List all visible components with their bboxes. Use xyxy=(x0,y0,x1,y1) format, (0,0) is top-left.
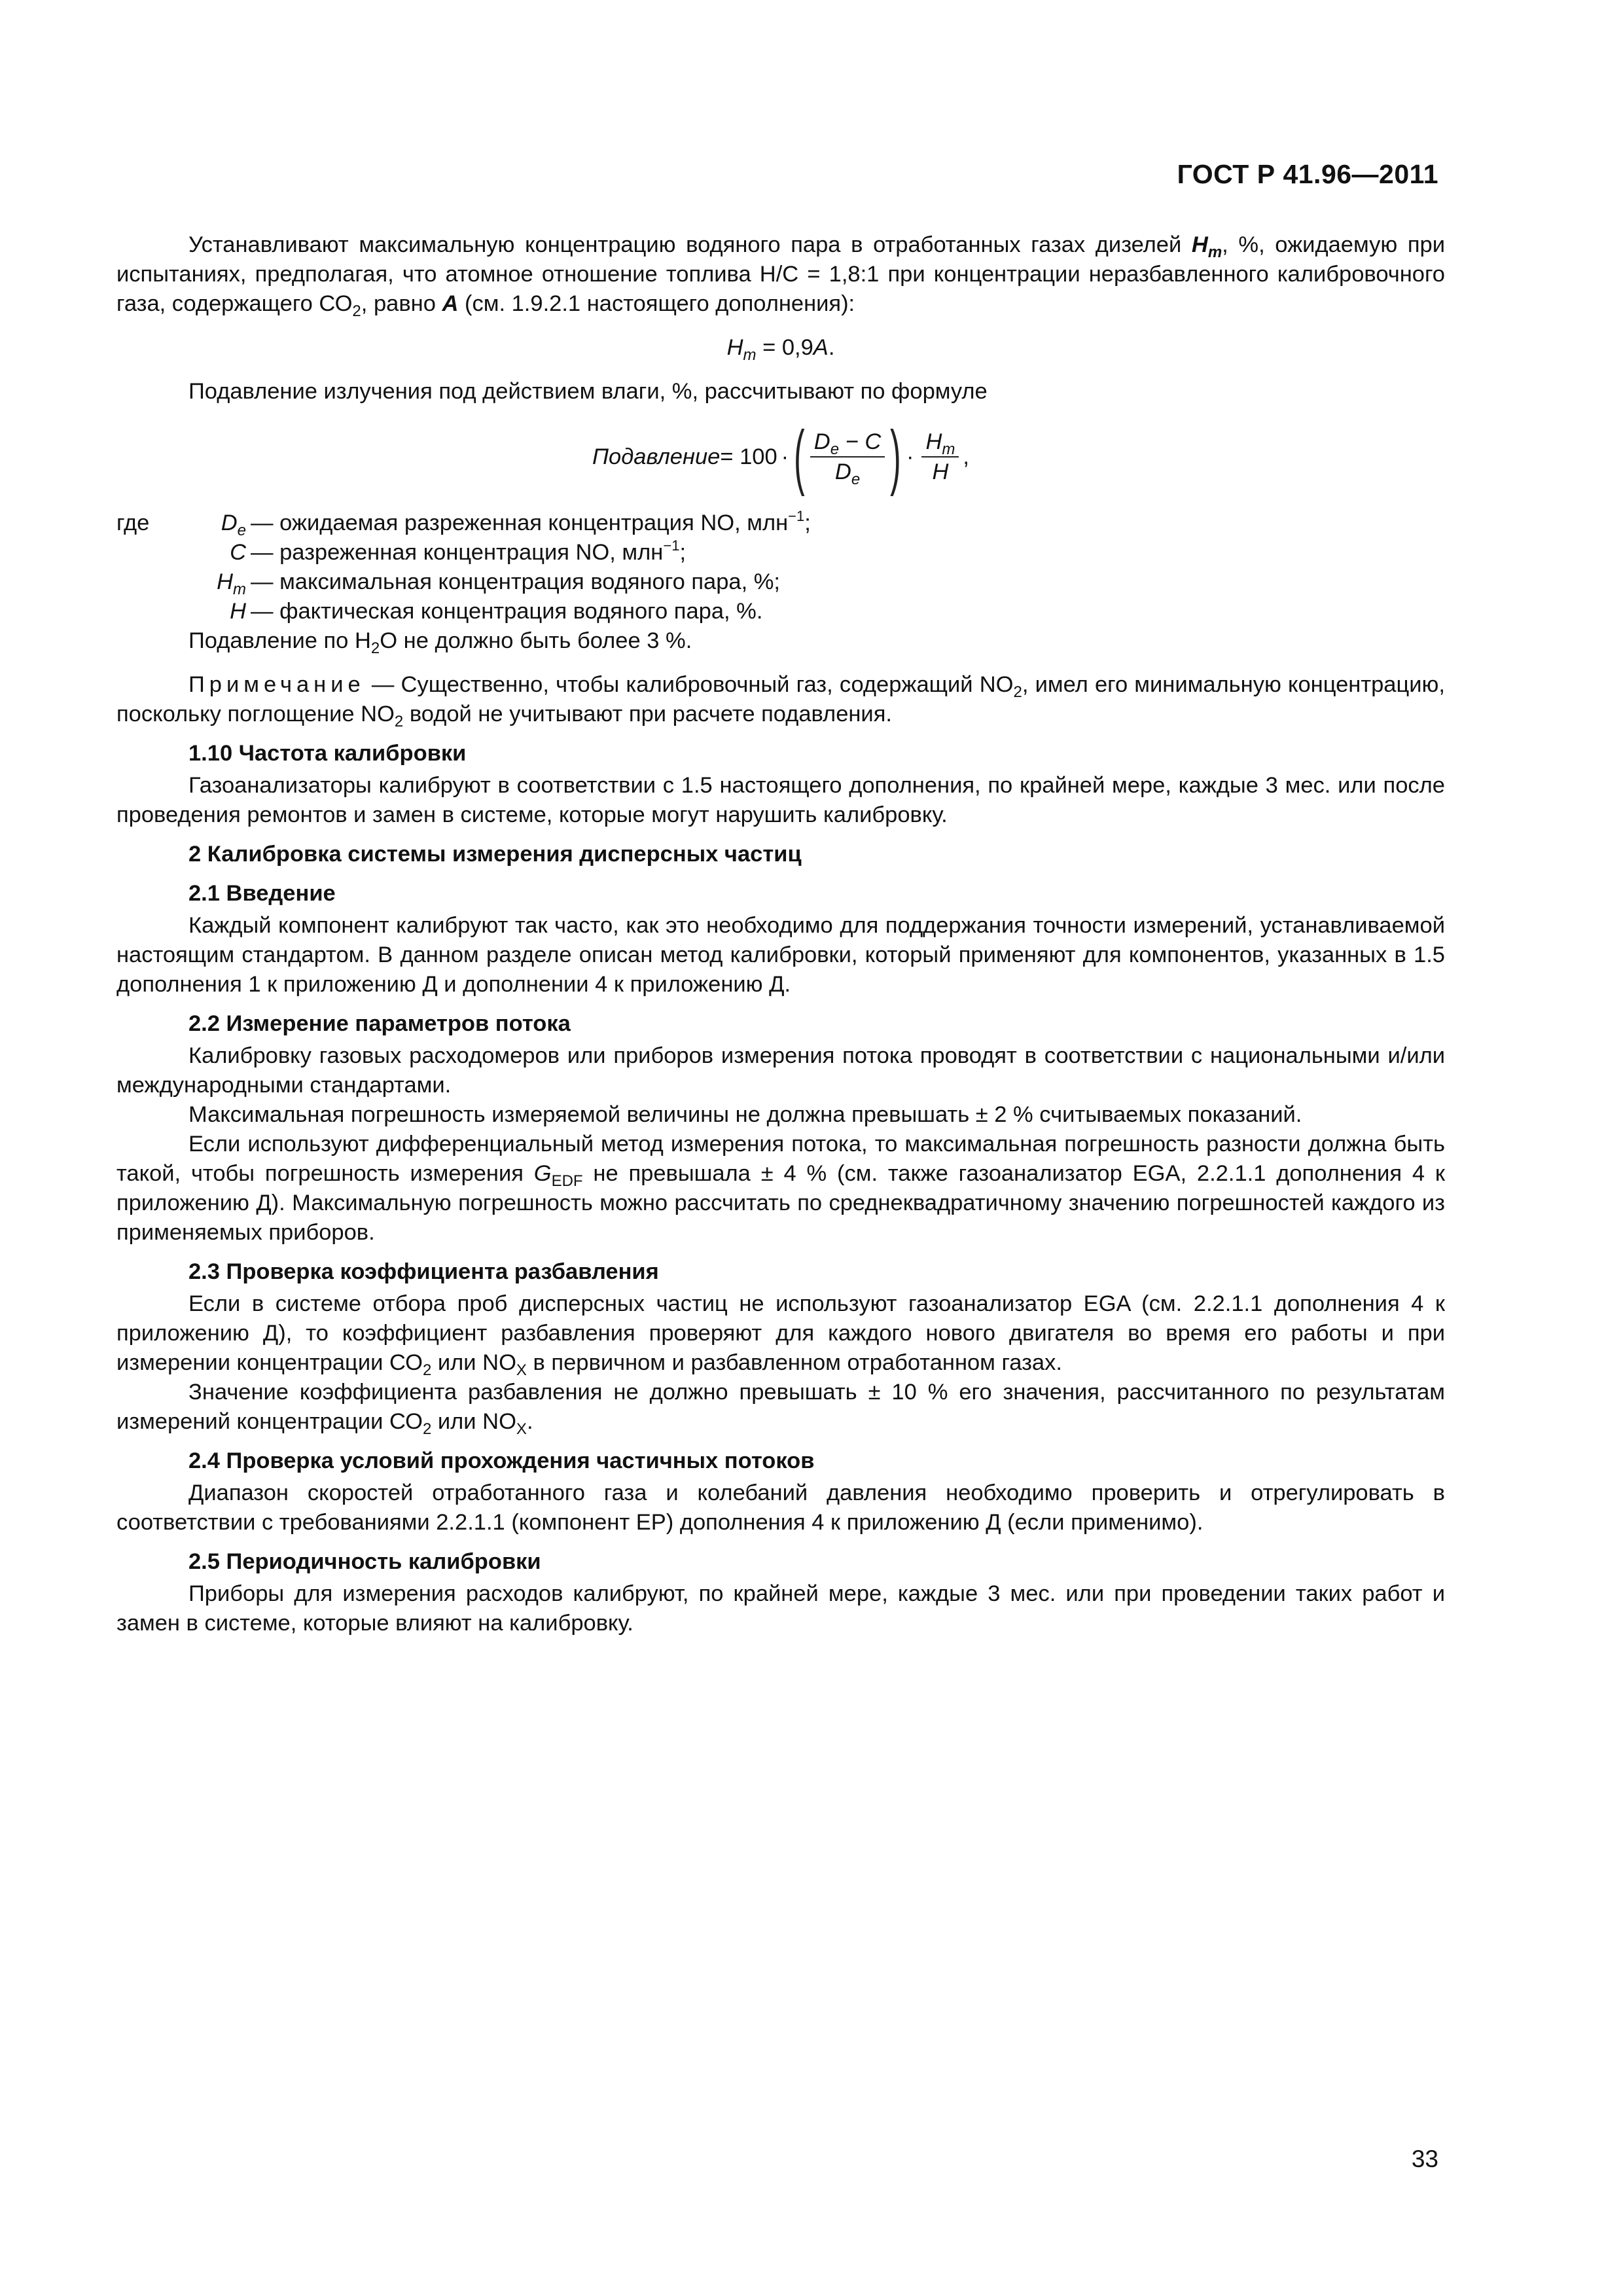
definition-de: где $D_e$ — ожидаемая разреженная концентрация NO, млн$^{-1}$; xyxy=(116,508,811,539)
heading-2-5: 2.5 Периодичность калибровки xyxy=(188,1549,541,1574)
heading-2-3: 2.3 Проверка коэффициента разбавления xyxy=(188,1259,659,1284)
note-label: Примечание xyxy=(188,672,365,697)
equation-hm: $H_m = 0,9A$. xyxy=(726,335,835,364)
note-paragraph: Примечание — Существенно, чтобы калибровочный газ, содержащий $NO_2$, имел его минимальную концентрацию, поскольку поглощение $NO_2$ водой не учитывают при расчете подавления. xyxy=(116,672,1445,730)
text-2-1: Каждый компонент калибруют так часто, как это необходимо для поддержания точности измерений, устанавливаемой настоящим стандартом. В данном разделе описан метод калибровки, который применяют для компонентов, указанных в 1.5 дополнения 1 к приложению Д и дополнении 4 к приложению Д. xyxy=(116,913,1445,997)
heading-1-10: 1.10 Частота калибровки xyxy=(188,741,467,766)
formula-intro: Подавление излучения под действием влаги, %, рассчитывают по формуле xyxy=(188,379,988,404)
page-number: 33 xyxy=(1411,2145,1438,2172)
text-2-3-p1: Если в системе отбора проб дисперсных частиц не используют газоанализатор EGA (см. 2.2.1.1 дополнения 4 к приложению Д), то коэффициент разбавления проверяют для каждого нового двигателя во время его работы и при измерении концентрации $СО_2$ или $NO_X$ в первичном и разбавленном отработанном газах. xyxy=(116,1291,1445,1379)
variable-definitions xyxy=(116,509,1445,626)
text-2-3-p2: Значение коэффициента разбавления не должно превышать ± 10 % его значения, рассчитанного по результатам измерений концентрации $СО_2$ или $NO_X$. xyxy=(116,1380,1445,1438)
standard-header: ГОСТ Р 41.96—2011 xyxy=(1177,159,1438,189)
text-2-2-p1: Калибровку газовых расходомеров или приборов измерения потока проводят в соответствии с национальными и/или международными стандартами. xyxy=(116,1043,1445,1098)
fraction-hm-h: $\frac{H_m}{H}$ xyxy=(921,429,959,485)
formula-name: Подавление xyxy=(592,444,721,469)
formula-equals: = 100 xyxy=(720,444,777,469)
intro-paragraph: Устанавливают максимальную концентрацию водяного пара в отработанных газах дизелей $H_m$, %, ожидаемую при испытаниях, предполагая, что атомное отношение топлива Н/С = 1,8:1 при концентрации неразбавленного калибровочного газа, содержащего $СО_2$, равно A (см. 1.9.2.1 настоящего дополнения): xyxy=(116,232,1445,320)
definition-c: C — разреженная концентрация NO, млн$^{-1}$; xyxy=(230,537,687,565)
heading-2-1: 2.1 Введение xyxy=(188,881,336,906)
page-content xyxy=(116,230,1445,1638)
left-paren: ( xyxy=(794,416,805,497)
text-2-4: Диапазон скоростей отработанного газа и колебаний давления необходимо проверить и отрегулировать в соответствии с требованиями 2.2.1.1 (компонент ЕР) дополнения 4 к приложению Д (если применимо). xyxy=(116,1480,1445,1535)
heading-2-2: 2.2 Измерение параметров потока xyxy=(188,1011,571,1036)
heading-2-4: 2.4 Проверка условий прохождения частичных потоков xyxy=(188,1448,815,1473)
definition-hm: $H_m$ — максимальная концентрация водяного пара, %; xyxy=(217,569,781,598)
text-2-2-p2: Максимальная погрешность измеряемой величины не должна превышать ± 2 % считываемых показаний. xyxy=(188,1102,1302,1127)
text-1-10: Газоанализаторы калибруют в соответствии с 1.5 настоящего дополнения, по крайней мере, каждые 3 мес. или после проведения ремонтов и замен в системе, которые могут нарушить калибровку. xyxy=(116,773,1445,827)
h2o-limit: Подавление по $Н_2О$ не должно быть более 3 %. xyxy=(188,628,692,657)
right-paren: ) xyxy=(890,416,901,497)
suppression-formula: Подавление = 100 · ( $\frac{D_e - C}{D_e}$ ) · $\frac{H_m}{H}$ , xyxy=(592,416,969,497)
text-2-2-p3: Если используют дифференциальный метод измерения потока, то максимальная погрешность разности должна быть такой, чтобы погрешность измерения $G_{EDF}$ не превышала ± 4 % (см. также газоанализатор EGA, 2.2.1.1 дополнения 4 к приложению Д). Максимальную погрешность можно рассчитать по среднеквадратичному значению погрешностей каждого из применяемых приборов. xyxy=(116,1132,1445,1245)
definition-h: H — фактическая концентрация водяного пара, %. xyxy=(230,599,763,624)
text-2-5: Приборы для измерения расходов калибруют, по крайней мере, каждые 3 мес. или при проведении таких работ и замен в системе, которые влияют на калибровку. xyxy=(116,1581,1445,1636)
heading-2: 2 Калибровка системы измерения дисперсных частиц xyxy=(188,842,802,867)
fraction-de-c: $\frac{D_e - C}{D_e}$ xyxy=(810,429,885,485)
